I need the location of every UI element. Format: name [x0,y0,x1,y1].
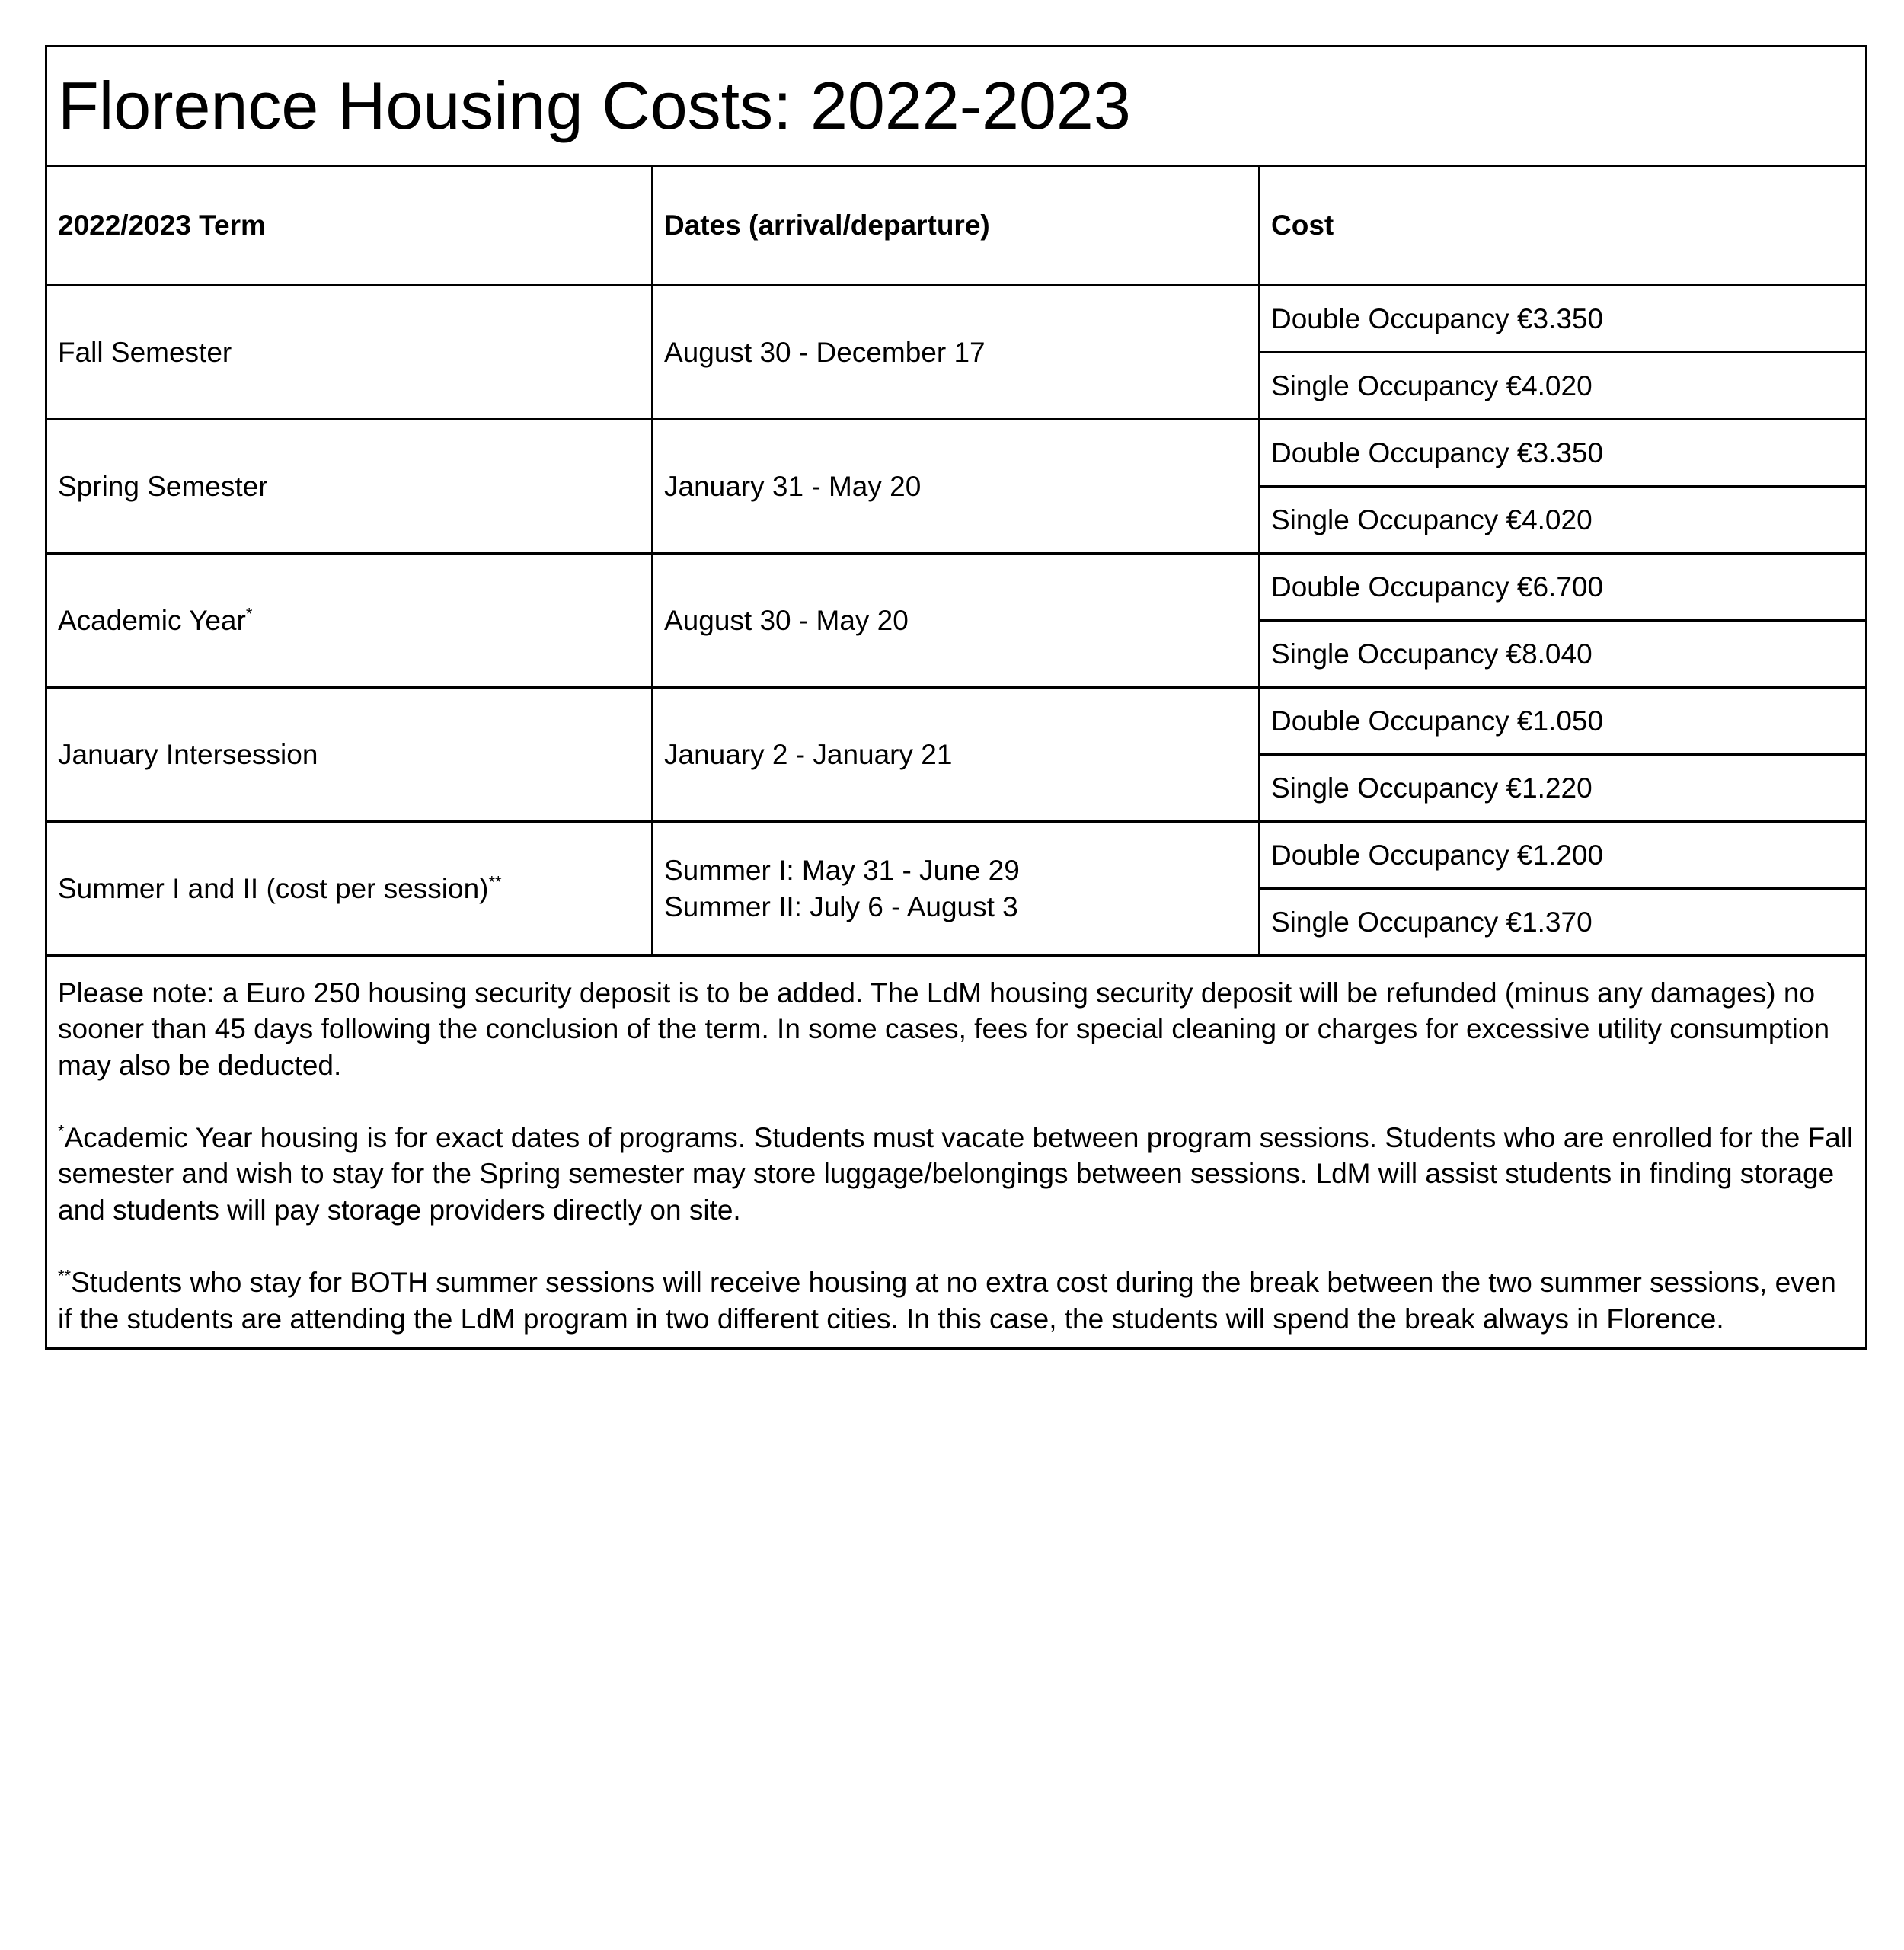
term-cell [46,420,653,554]
footnote-mark: ** [488,872,502,892]
table-row [46,420,1867,487]
dates-label-summer-1: Summer I: May 31 - June 29 [664,855,1020,887]
term-cell [46,554,653,688]
single-occupancy-cost: Single Occupancy €1.220 [1260,755,1867,822]
term-label: Spring Semester [58,470,268,502]
term-label: Summer I and II (cost per session) [58,872,489,904]
dates-label: August 30 - December 17 [664,336,986,368]
double-occupancy-cost: Double Occupancy €3.350 [1260,420,1867,487]
single-occupancy-cost: Single Occupancy €4.020 [1260,487,1867,554]
term-cell [46,286,653,420]
page-title: Florence Housing Costs: 2022-2023 [46,46,1867,166]
term-label: Academic Year [58,604,246,636]
dates-cell [653,822,1260,956]
summer-note [58,1264,1854,1337]
single-occupancy-cost: Single Occupancy €4.020 [1260,353,1867,420]
dates-cell [653,420,1260,554]
notes-cell [46,956,1867,1349]
title-row [46,46,1867,166]
term-cell [46,688,653,822]
table-row [46,554,1867,621]
dates-cell [653,286,1260,420]
double-occupancy-cost: Double Occupancy €6.700 [1260,554,1867,621]
double-occupancy-cost: Double Occupancy €1.050 [1260,688,1867,755]
academic-year-note-text: Academic Year housing is for exact dates of programs. Students must vacate between program sessions. Students who are enrolled for the Fall semester and wish to stay for the Spring semester may store luggage/belongings between sessions. LdM will assist students in finding storage and students will pay storage providers directly on site. [58,1122,1854,1226]
dates-label-summer-2: Summer II: July 6 - August 3 [664,890,1018,922]
term-label: Fall Semester [58,336,232,368]
double-occupancy-cost: Double Occupancy €1.200 [1260,822,1867,889]
table-row [46,286,1867,353]
term-label: January Intersession [58,738,318,770]
academic-year-note [58,1120,1854,1228]
dates-label: January 2 - January 21 [664,738,953,770]
double-occupancy-cost: Double Occupancy €3.350 [1260,286,1867,353]
notes-row [46,956,1867,1349]
deposit-note: Please note: a Euro 250 housing security deposit is to be added. The LdM housing security deposit will be refunded (minus any damages) no sooner than 45 days following the conclusion of the term. In some cases, fees for special cleaning or charges for excessive utility consumption may also be deducted. [58,977,1830,1081]
footnote-mark: ** [58,1266,72,1286]
footnote-mark: * [58,1121,65,1141]
dates-cell [653,688,1260,822]
header-term: 2022/2023 Term [46,166,653,286]
dates-label: August 30 - May 20 [664,604,909,636]
dates-cell [653,554,1260,688]
header-dates: Dates (arrival/departure) [653,166,1260,286]
footnote-mark: * [245,604,253,624]
dates-label: January 31 - May 20 [664,470,922,502]
term-cell [46,822,653,956]
table-row [46,822,1867,889]
single-occupancy-cost: Single Occupancy €8.040 [1260,621,1867,688]
header-cost: Cost [1260,166,1867,286]
table-header-row [46,166,1867,286]
housing-cost-table [45,45,1867,1350]
single-occupancy-cost: Single Occupancy €1.370 [1260,889,1867,956]
table-row [46,688,1867,755]
summer-note-text: Students who stay for BOTH summer sessions will receive housing at no extra cost during the break between the two summer sessions, even if the students are attending the LdM program in two different cities. In this case, the students will spend the break always in Florence. [58,1267,1836,1335]
